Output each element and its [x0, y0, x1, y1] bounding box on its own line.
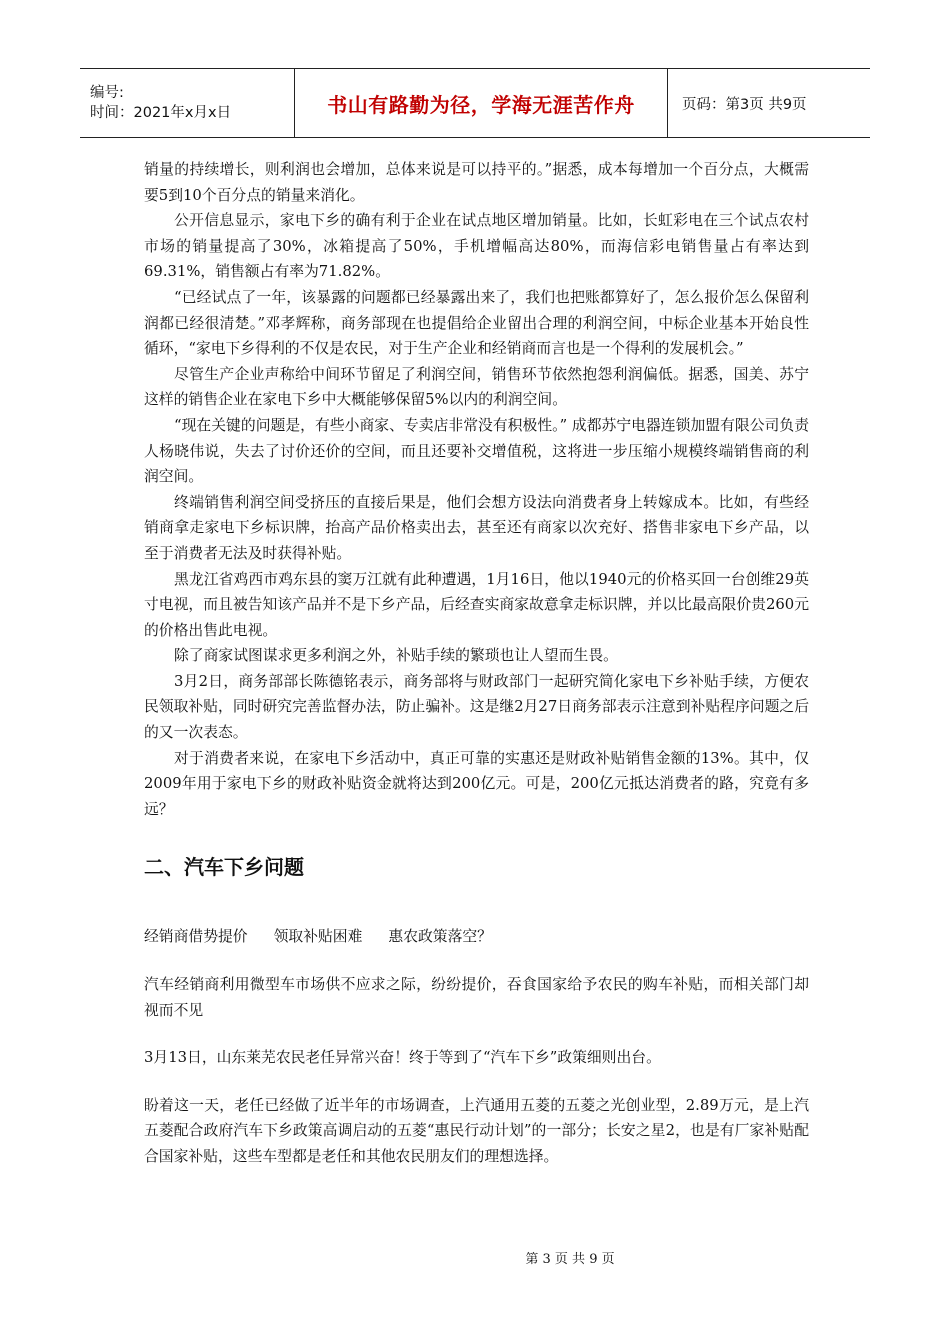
- header-info-cell: [80, 69, 294, 137]
- paragraph: 尽管生产企业声称给中间环节留足了利润空间，销售环节依然抱怨利润偏低。据悉，国美、苏宁这样的销售企业在家电下乡中大概能够保留5%以内的利润空间。: [144, 365, 809, 409]
- subtitle-part: 惠农政策落空？: [388, 928, 492, 946]
- subtitle-row: [144, 924, 809, 950]
- paragraph: 3月2日，商务部部长陈德铭表示，商务部将与财政部门一起研究简化家电下乡补贴手续，方便农民领取补贴，同时研究完善监督办法，防止骗补。这是继2月27日商务部表示注意到补贴程序问题之后的又一次表态。: [144, 672, 809, 742]
- subtitle-part: 领取补贴困难: [273, 928, 363, 946]
- document-header: [80, 68, 870, 138]
- number-label: 编号:: [90, 85, 124, 101]
- header-motto-cell: [294, 69, 668, 137]
- paragraph: 对于消费者来说，在家电下乡活动中，真正可靠的实惠还是财政补贴销售金额的13%。其中，仅2009年用于家电下乡的财政补贴资金就将达到200亿元。可是，200亿元抵达消费者的路，究竟有多远？: [144, 749, 809, 818]
- paragraph: 盼着这一天，老任已经做了近半年的市场调查，上汽通用五菱的五菱之光创业型，2.89万元，是上汽五菱配合政府汽车下乡政策高调启动的五菱“惠民行动计划”的一部分；长安之星2，也是有厂家补贴配合国家补贴，这些车型都是老任和其他农民朋友们的理想选择。: [144, 1096, 809, 1165]
- paragraph: 3月13日，山东莱芜农民老任异常兴奋！终于等到了“汽车下乡”政策细则出台。: [144, 1049, 661, 1067]
- paragraph: 终端销售利润空间受挤压的直接后果是，他们会想方设法向消费者身上转嫁成本。比如，有些经销商拿走家电下乡标识牌，抬高产品价格卖出去，甚至还有商家以次充好、搭售非家电下乡产品，以至于消费者无法及时获得补贴。: [144, 493, 809, 562]
- paragraph: 公开信息显示，家电下乡的确有利于企业在试点地区增加销量。比如，长虹彩电在三个试点农村市场的销量提高了30%，冰箱提高了50%，手机增幅高达80%，而海信彩电销售量占有率达到69.31%，销售额占有率为71.82%。: [144, 212, 809, 281]
- paragraph: “现在关键的问题是，有些小商家、专卖店非常没有积极性。” 成都苏宁电器连锁加盟有限公司负责人杨晓伟说，失去了讨价还价的空间，而且还要补交增值税，这将进一步压缩小规模终端销售商的利润空间。: [144, 416, 809, 486]
- paragraph: 销量的持续增长，则利润也会增加，总体来说是可以持平的。”据悉，成本每增加一个百分点，大概需要5到10个百分点的销量来消化。: [144, 161, 809, 204]
- paragraph: 除了商家试图谋求更多利润之外，补贴手续的繁琐也让人望而生畏。: [174, 647, 618, 665]
- section-heading: 二、汽车下乡问题: [144, 855, 304, 880]
- paragraph: 汽车经销商利用微型车市场供不应求之际，纷纷提价，吞食国家给予农民的购车补贴，而相关部门却视而不见: [144, 976, 809, 1019]
- date-label: 时间：2021年x月x日: [90, 105, 232, 121]
- page-footer: 第 3 页 共 9 页: [525, 1252, 615, 1267]
- subtitle-part: 经销商借势提价: [144, 928, 248, 946]
- motto-text: 书山有路勤为径，学海无涯苦作舟: [327, 92, 635, 117]
- page-number-label: 页码：第3页 共9页: [682, 96, 807, 113]
- document-body: [144, 157, 809, 1170]
- paragraph: “已经试点了一年，该暴露的问题都已经暴露出来了，我们也把账都算好了，怎么报价怎么保留利润都已经很清楚。”邓孝辉称，商务部现在也提倡给企业留出合理的利润空间，中标企业基本开始良性循环，“家电下乡得利的不仅是农民，对于生产企业和经销商而言也是一个得利的发展机会。”: [144, 288, 809, 358]
- header-page-cell: [668, 69, 870, 137]
- paragraph: 黑龙江省鸡西市鸡东县的窦万江就有此种遭遇，1月16日，他以1940元的价格买回一台创维29英寸电视，而且被告知该产品并不是下乡产品，后经查实商家故意拿走标识牌，并以比最高限价贵260元的价格出售此电视。: [144, 570, 809, 639]
